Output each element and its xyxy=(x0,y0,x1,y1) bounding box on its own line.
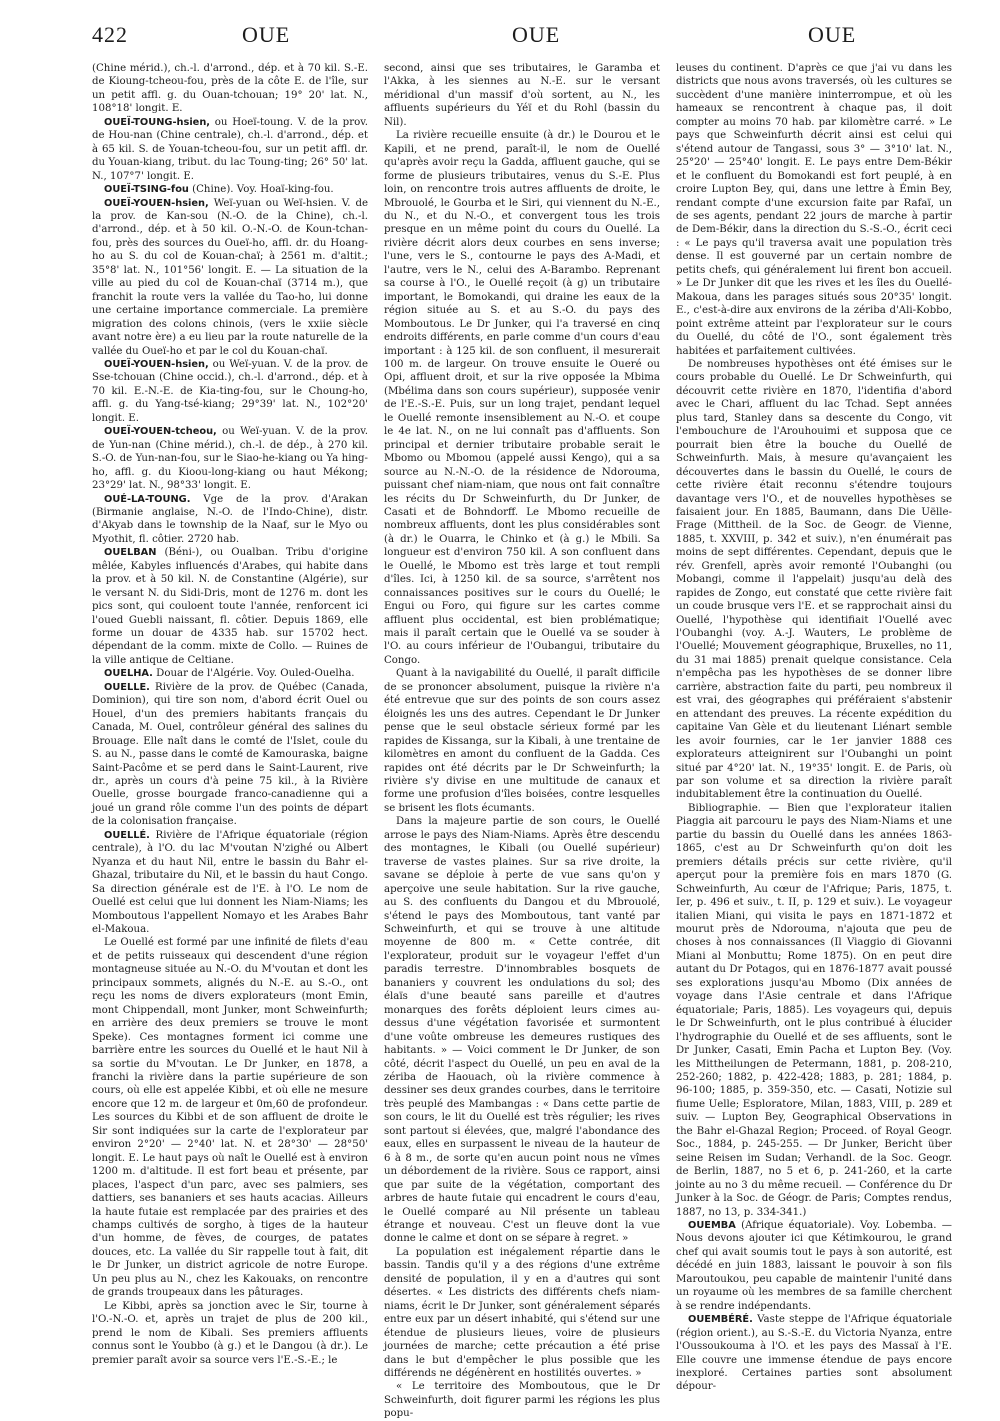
running-head-col2: OUE xyxy=(512,22,561,47)
entry-paragraph xyxy=(384,815,660,1246)
entry-headword: OUELLE. xyxy=(104,681,150,693)
entry-text: La population est inégalement répartie dans le bassin. Tandis qu'il y a des régions d'une extrême densité de population, il y en a d'autres qui sont désertes. « Les districts des différents chefs niam-niams, écrit le Dr Junker, sont généralement séparés entre eux par un désert inhabité, qui s'étend sur une étendue de plusieurs lieues, voire de plusieurs journées de marche; cette précaution a été prise dans le but d'empêcher le plus possible que les différends ne dégénèrent en hostilités ouvertes. » xyxy=(384,1246,660,1379)
text-column-3 xyxy=(676,62,953,1393)
dictionary-entry xyxy=(92,546,368,667)
text-column-2 xyxy=(384,62,660,1420)
page-number: 422 xyxy=(92,22,128,47)
entry-headword: OUEÏ-TSING-fou xyxy=(104,184,189,196)
dictionary-entry xyxy=(92,358,368,425)
dictionary-entry xyxy=(92,183,368,196)
entry-text: Rivière de l'Afrique équatoriale (région centrale), à l'O. du lac M'voutan N'zighé ou Albert Nyanza et du haut Nil, entre le bassin du Bahr el-Ghazal, tributaire du Nil, et le bassin du haut Congo. Sa direction générale est de l'E. à l'O. Le nom de Ouellé est celui que lui donnent les Niam-Niams; les Momboutous l'appellent Nomayo et les Arabes Bahr el-Makoua. xyxy=(92,829,368,935)
entry-text: Douar de l'Algérie. Voy. Ouled-Ouelha. xyxy=(156,668,355,680)
dictionary-entry xyxy=(92,667,368,680)
dictionary-entry xyxy=(92,197,368,358)
entry-text: Bibliographie. — Bien que l'explorateur italien Piaggia ait parcouru le pays des Niam-Niams et une partie du bassin du Ouellé dans les années 1863-1865, c'est au Dr Schweinfurth qu'on doit les premiers détails précis sur cette rivière, qu'il aperçut pour la première fois en mars 1870 (G. Schweinfurth, Au cœur de l'Afrique; Paris, 1875, t. Ier, p. 496 et suiv., t. II, p. 129 et suiv.). Le voyageur italien Miani, qui visita le pays en 1871-1872 et mourut près de Ndorouma, n'ajouta que peu de choses à nos connaissances (Il Viaggio di Giovanni Miani al Monbuttu; Rome 1875). On en peut dire autant du Dr Potagos, qui en 1876-1877 avait poussé ses explorations jusqu'au Mbomo (Dix années de voyage dans l'Asie centrale et dans l'Afrique équatoriale; Paris, 1885). Les voyageurs qui, depuis le Dr Schweinfurth, ont le plus contribué à élucider l'hydrographie du Ouellé et de ses affluents, sont le Dr Junker, Casati, Emin Pacha et Lupton Bey. (Voy. les Mittheilungen de Petermann, 1881, p. 208-210, 252-260; 1882, p. 422-428; 1883, p. 281; 1884, p. 96-100; 1885, p. 359-350, etc. — Casati, Notizie sul fiume Uelle; Esploratore, Milan, 1883, VIII, p. 289 et suiv. — Lupton Bey, Geographical Observations in the Bahr el-Ghazal Region; Proceed. of Royal Geogr. Soc., 1884, p. 245-255. — Dr Junker, Bericht über seine Reisen im Sudan; Verhandl. de la Soc. Geogr. de Berlin, 1887, no 5 et 6, p. 241-260, et la carte jointe au no 3 du même recueil. — Conférence du Dr Junker à la Soc. de Géogr. de Paris; Comptes rendus, 1887, no 13, p. 334-341.) xyxy=(676,802,952,1218)
entry-text: Dans la majeure partie de son cours, le Ouellé arrose le pays des Niam-Niams. Après être descendu des montagnes, le Kibali (ou Ouellé supérieur) traverse de vastes plaines. Sur sa rive droite, la savane se déploie à perte de vue sans qu'on y aperçoive une seule habitation. Sur la rive gauche, au S. des confluents du Dangou et du Mbrouolé, s'étend le pays des Momboutous, tant vanté par Schweinfurth, et qui se trouve à une altitude moyenne de 800 m. « Cette contrée, dit l'explorateur, produit sur le voyageur l'effet d'un paradis terrestre. D'innombrables bosquets de bananiers y couvrent les ondulations du sol; des élaïs d'une beauté sans pareille et d'autres monarques des forêts déploient leurs cimes au-dessus d'une végétation favorisée et surmontent d'une voûte ombreuse les demeures rustiques des habitants. » — Voici comment le Dr Junker, de son côté, décrit l'aspect du Ouellé, un peu en aval de la zériba de Haouach, où la rivière commence à dessiner ses deux grandes courbes, dans le territoire très peuplé des Mambangas : « Dans cette partie de son cours, le lit du Ouellé est très régulier; les rives sont partout si élevées, que, malgré l'abondance des eaux, elles en surpassent le niveau de la hauteur de 6 à 8 m., de sorte qu'en aucun point nous ne vîmes un débordement de la rivière. Sous ce rapport, ainsi que par suite de la végétation, comportant des arbres de haute futaie qui encadrent le cours d'eau, le Ouellé comparé au Nil présente un tableau étrange et nouveau. C'est un fleuve dont la vue donne le calme et dont on se sépare à regret. » xyxy=(384,816,660,1245)
entry-text: Vaste steppe de l'Afrique équatoriale (région orient.), au S.-S.-E. du Victoria Nyanza, entre l'Oussoukouma à l'O. et les pays des Massaï à l'E. Elle couvre une immense étendue de pays encore inexploré. Certaines parties sont absolument dépour- xyxy=(676,1314,953,1393)
entry-headword: OUEÏ-YOUEN-tcheou, xyxy=(104,426,217,438)
entry-headword: OUEMBÉRÉ. xyxy=(688,1314,753,1326)
dictionary-entry xyxy=(92,681,368,829)
entry-text: leuses du continent. D'après ce que j'ai vu dans les districts que nous avons traversés, où les cultures se succèdent d'une manière ininterrompue, et où les hameaux se rencontrent à chaque pas, il doit compter au moins 70 hab. par kilomètre carré. » Le pays que Schweinfurth décrit ainsi est celui qui s'étend autour de Tangassi, sous 3° — 3°10' lat. N., 25°20' — 25°40' longit. E. Le pays entre Dem-Békir et le confluent du Bomokandi est fort peuplé, à en croire Lupton Bey, qui, dans une lettre à Émin Bey, rendant compte d'une excursion faite par Rafaï, un de ses agents, pendant 22 jours de marche à partir de Dem-Békir, dans la direction du S.-S.-O., écrit ceci : « Le pays qu'il traversa avait une population très dense. Il est gouverné par un certain nombre de petits chefs, qui généralement lui firent bon accueil. » Le Dr Junker dit que les rives et les îles du Ouellé-Makoua, dans les parages situés sous 20°35' longit. E., c'est-à-dire aux environs de la zériba d'Ali-Kobbo, point extrême atteint par l'explorateur sur le cours du Ouellé, du côté de l'O., sont également très habitées et parfaitement cultivées. xyxy=(676,63,952,357)
entry-text: (Béni-), ou Oualban. Tribu d'origine mêlée, Kabyles influencés d'Arabes, qui habite dans la prov. et à 50 kil. N. de Constantine (Algérie), sur le versant N. du Sidi-Dris, mont de 1276 m. dont les pics sont, qui couloent toute l'année, renforcent ici l'oued Guebli naissant, fl. côtier. Depuis 1869, elle forme un douar de 4335 hab. sur 15702 hect. dépendant de la comm. mixte de Collo. — Ruines de la ville antique de Celtiane. xyxy=(92,547,368,666)
entry-text: ou Weï-yuan. V. de la prov. de Sse-tchouan (Chine occid.), ch.-l. d'arrond., dép. et à 70 kil. E.-N.-E. de Kia-ting-fou, sur le Choung-ho, affl. g. du Yang-tsé-kiang; 29°39' lat. N., 102°20' longit. E. xyxy=(92,358,368,424)
entry-text: Rivière de la prov. de Québec (Canada, Dominion), qui tire son nom, d'abord écrit Ouel ou Houel, d'un des premiers habitants français du Canada, M. Ouel, contrôleur général des salines du Brouage. Elle naît dans le comté de l'Islet, coule du S. au N., passe dans le comté de Kamouraska, baigne Saint-Pacôme et se perd dans le Saint-Laurent, rive dr., après un cours d'à peine 75 kil., à la Rivière Ouelle, grosse bourgade franco-canadienne qui a joué un grand rôle comme l'un des points de départ de la colonisation française. xyxy=(92,681,368,828)
entry-paragraph xyxy=(92,1300,368,1367)
dictionary-entry xyxy=(92,493,368,547)
entry-headword: OUEMBA xyxy=(688,1219,736,1231)
entry-paragraph xyxy=(384,667,660,815)
entry-paragraph xyxy=(92,62,368,116)
entry-paragraph xyxy=(384,62,660,129)
running-head-col1: OUE xyxy=(242,22,291,47)
entry-text: ou Hoeï-toung. V. de la prov. de Hou-nan (Chine centrale), ch.-l. d'arrond., dép. et à 65 kil. S. de Youan-tcheou-fou, sur un petit affl. dr. du Youan-kiang, tribut. du lac Toung-ting; 26° 50' lat. N., 107°7' longit. E. xyxy=(92,116,368,182)
entry-headword: OUELBAN xyxy=(104,547,157,559)
entry-text: Weï-yuan ou Weï-hsien. V. de la prov. de Kan-sou (N.-O. de la Chine), ch.-l. d'arrond., dép. et à 50 kil. O.-N.-O. de Koun-tchan-fou, près des sources du Oueï-ho, affl. dr. du Hoang-ho au S. du col de Kouan-chaï; à 2561 m. d'altit.; 35°8' lat. N., 101°56' longit. E. — La situation de la ville au pied du col de Kouan-chaï (3714 m.), que franchit la route vers la vallée du Tao-ho, lui donne une certaine importance commerciale. La première migration des colons chinois, (vers le xxiie siècle avant notre ère) a eu lieu par la route naturelle de la vallée du Oueï-ho et par le col du Kouan-chaï. xyxy=(92,197,369,357)
entry-headword: OUELLÉ. xyxy=(104,829,150,841)
dictionary-entry xyxy=(92,425,368,492)
entry-text: Le Ouellé est formé par une infinité de filets d'eau et de petits ruisseaux qui descendent d'une région montagneuse située au N.-O. du M'voutan et dont les principaux sommets, alignés du N.-E. au S.-O., ont reçu les noms de divers explorateurs (mont Emin, mont Chippendall, mont Junker, mont Schweinfurth; en arrière des deux premiers se trouve le mont Speke). Ces montagnes forment ici comme une barrière entre les sources du Ouellé et le haut Nil à sa sortie du M'voutan. Le Dr Junker, en 1878, a franchi la rivière dans la partie supérieure de son cours, où elle est appelée Kibbi, et où elle ne mesure encore que 12 m. de largeur et 0m,60 de profondeur. Les sources du Kibbi et de son affluent de droite le Sir sont indiquées sur la carte de l'explorateur par environ 2°20' — 2°40' lat. N. et 28°30' — 28°50' longit. E. Le haut pays où naît le Ouellé est à environ 1200 m. d'altitude. Il est fort beau et présente, par places, l'aspect d'un parc, avec ses palmiers, ses dattiers, ses bananiers et ses hauts acacias. Ailleurs la haute futaie est remplacée par des prairies et des champs cultivés de sorgho, à tiges de la hauteur d'un homme, de fèves, de courges, de patates douces, etc. La vallée du Sir rappelle tout à fait, dit le Dr Junker, un district agricole de notre Europe. Un peu plus au N., chez les Kakouaks, on rencontre de grands troupeaux dans les pâturages. xyxy=(92,937,368,1299)
entry-headword: OUEÏ-YOUEN-hsien, xyxy=(104,197,209,209)
entry-text: La rivière recueille ensuite (à dr.) le Dourou et le Kapili, et ne prend, paraît-il, le nom de Ouellé qu'après avoir reçu la Gadda, affluent gauche, qui se forme de plusieurs tributaires, venus du S.-E. Plus loin, on rencontre trois autres affluents de droite, le Mbrouolé, le Gourba et le Siri, qui viennent du N.-E., du N., et du N.-O., et convergent tous les trois presque en un même point du cours du Ouellé. La rivière décrit alors deux courbes en sens inverse; l'une, vers le S., contourne le pays des A-Madi, et l'autre, vers le N., celui des A-Barambo. Reprenant sa course à l'O., le Ouellé reçoit (à g) un tributaire important, le Bomokandi, qui draine les eaux de la région située au S. et au S.-O. du pays des Momboutous. Le Dr Junker, qui l'a traversé en cinq endroits différents, en parle comme d'un cours d'eau important : à 125 kil. de son confluent, il mesurerait 100 m. de largeur. On trouve ensuite le Oueré ou Opi, affluent droit, et sur la rive opposée la Mbima (Mbélima dans son cours supérieur), supposée venir de l'E.-S.-E. Puis, sur un long trajet, pendant lequel le Ouellé remonte insensiblement au N.-O. et coupe le 4e lat. N., on ne lui connaît pas d'affluents. Son principal et dernier tributaire probable serait le Mbomo ou Mbomou (appelé aussi Kengo), qui a sa source au N.-N.-O. de la résidence de Ndorouma, puissant chef niam-niam, que nous ont fait connaître les récits du Dr Schweinfurth, du Dr Junker, de Casati et de Bohndorff. Le Mbomo recueille de nombreux affluents, dont les plus considérables sont (à dr.) le Ouarra, le Chinko et (à g.) le Mbili. Sa longueur est d'environ 750 kil. A son confluent dans le Ouellé, le Mbomo est très large et tout rempli d'îles. Ici, à 1250 kil. de sa source, s'arrêtent nos connaissances positives sur le cours du Ouellé; le Engui ou Foro, qui figure sur les cartes comme affluent plus occidental, est bien problématique; mais il paraît certain que le Ouellé va se souder à l'O. au cours inférieur de l'Oubangui, tributaire du Congo. xyxy=(384,130,660,666)
dictionary-entry xyxy=(676,1313,952,1394)
entry-text: De nombreuses hypothèses ont été émises sur le cours probable du Ouellé. Le Dr Schweinfurth, qui découvrit cette rivière en 1870, l'identifia d'abord avec le Chari, affluent du lac Tchad. Sept années plus tard, Stanley dans sa descente du Congo, vit l'embouchure de l'Arouhouimi et supposa que ce pourrait bien être la bouche du Ouellé de Schweinfurth. Mais, à mesure qu'avançaient les découvertes dans le bassin du Ouellé, le cours de cette rivière était reconnu s'étendre toujours davantage vers l'O., et de nouvelles hypothèses se faisaient jour. En 1885, Baumann, dans Die Uëlle-Frage (Mittheil. de la Soc. de Geogr. de Vienne, 1885, t. XXVIII, p. 342 et suiv.), n'en énumérait pas moins de sept différentes. Cependant, depuis que le rév. Grenfell, après avoir remonté l'Oubanghi (ou Mobangi, comme il l'appelait) jusqu'au delà des rapides de Zongo, eut constaté que cette rivière fait un coude brusque vers l'E. et se rapprochait ainsi du Ouellé, l'hypothèse qui identifiait l'Ouellé avec l'Oubanghi (voy. A.-J. Wauters, Le problème de l'Ouellé; Mouvement géographique, Bruxelles, no 11, du 31 mai 1885) prenait quelque consistance. Cela n'empêcha pas les hypothèses de se donner libre carrière, abstraction faite du parti, peu nombreux il est vrai, des géographes qui préféraient s'abstenir en attendant des preuves. La récente expédition du capitaine Van Gèle et du lieutenant Liénart semble les avoir fournies, car le 1er janvier 1888 ces explorateurs atteignirent sur l'Oubanghi un point situé par 4°20' lat. N., 19°35' longit. E. de Paris, où par son volume et sa direction la rivière paraît indubitablement être la continuation du Ouellé. xyxy=(676,358,952,801)
entry-paragraph xyxy=(384,1380,660,1420)
dictionary-entry xyxy=(92,116,368,183)
entry-paragraph xyxy=(676,62,952,358)
entry-text: (Chine mérid.), ch.-l. d'arrond., dép. et à 70 kil. S.-E. de Kioung-tcheou-fou, près de la côte E. de l'île, sur un petit affl. g. du Ouan-tchouan; 19° 20' lat. N., 108°18' longit. E. xyxy=(92,63,368,115)
page-header xyxy=(92,22,960,52)
running-head-col3: OUE xyxy=(808,22,857,47)
entry-headword: OUEÏ-TOUNG-hsien, xyxy=(104,116,211,128)
entry-paragraph xyxy=(92,936,368,1299)
dictionary-entry xyxy=(92,829,368,937)
entry-text: Quant à la navigabilité du Ouellé, il paraît difficile de se prononcer absolument, puisque la rivière n'a été entrevue que sur des points de son cours assez éloignés les uns des autres. Cependant le Dr Junker pense que le seul obstacle sérieux formé par les rapides de Kissanga, sur la Kibali, à une trentaine de kilomètres en amont du confluent de la Gadda. Ces rapides ont été décrits par le Dr Schweinfurth; la rivière s'y divise en une multitude de canaux et forme une profusion d'îles boisées, contre lesquelles se brisent les flots écumants. xyxy=(384,668,660,814)
entry-paragraph xyxy=(676,802,952,1219)
entry-headword: OUELHA. xyxy=(104,668,153,680)
dictionary-entry xyxy=(676,1219,952,1313)
entry-text: Le Kibbi, après sa jonction avec le Sir, tourne à l'O.-N.-O. et, après un trajet de plus de 200 kil., prend le nom de Kibali. Ses premiers affluents connus sont le Youbbo (à g.) et le Dangou (à dr.). Le premier paraît avoir sa source vers l'E.-S.-E.; le xyxy=(92,1300,368,1366)
entry-text: (Afrique équatoriale). Voy. Lobemba. — Nous devons ajouter ici que Kétimkourou, le grand chef qui avait soumis tout le pays à son autorité, est décédé en juin 1883, laissant le pouvoir à son fils Maroutoukou, peu capable de maintenir l'unité dans un royaume où les membres de sa famille cherchent à se rendre indépendants. xyxy=(676,1219,952,1312)
entry-paragraph xyxy=(384,129,660,667)
entry-text: second, ainsi que ses tributaires, le Garamba et l'Akka, à les siennes au N.-E. sur le versant méridional d'un massif d'où sortent, au N., les affluents supérieurs du Yéï et du Rohl (bassin du Nil). xyxy=(384,63,660,128)
entry-text: Vge de la prov. d'Arakan (Birmanie anglaise, N.-O. de l'Indo-Chine), distr. d'Akyab dans le township de la Naaf, sur le Myo ou Myothit, fl. côtier. 2720 hab. xyxy=(92,493,368,545)
entry-headword: OUEÏ-YOUEN-hsien, xyxy=(104,358,209,370)
entry-text: (Chine). Voy. Hoaï-king-fou. xyxy=(192,184,334,196)
entry-text: « Le territoire des Momboutous, que le Dr Schweinfurth, doit figurer parmi les régions les plus popu- xyxy=(384,1381,660,1420)
entry-text: ou Weï-yuan. V. de la prov. de Yun-nan (Chine mérid.), ch.-l. de dép., à 270 kil. S.-O. de Yun-nan-fou, sur le Siao-he-kiang ou Ya hing-ho, affl. g. du Kioou-long-kiang ou haut Mékong; 23°29' lat. N., 98°33' longit. E. xyxy=(92,426,368,492)
entry-paragraph xyxy=(384,1246,660,1381)
entry-headword: OUÉ-LA-TOUNG. xyxy=(104,493,191,505)
entry-paragraph xyxy=(676,358,952,802)
text-column-1 xyxy=(92,62,369,1366)
